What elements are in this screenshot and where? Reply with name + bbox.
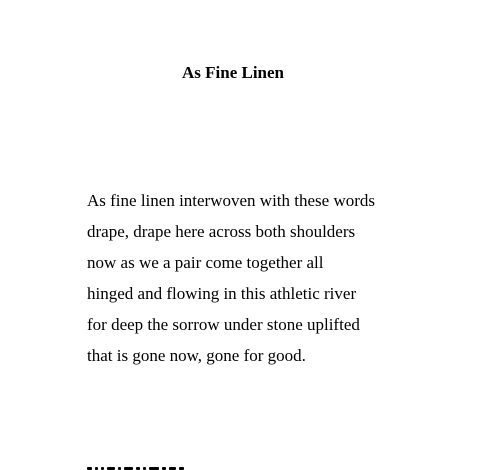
poem-line: now as we a pair come together all	[87, 253, 324, 272]
poem-title: As Fine Linen	[181, 63, 285, 82]
poem-stanza	[87, 185, 477, 371]
poem-line: hinged and flowing in this athletic river	[87, 284, 357, 303]
poem-line: for deep the sorrow under stone uplifted	[87, 315, 360, 334]
cut-off-text-fragment	[87, 460, 287, 470]
poem-line: drape, drape here across both shoulders	[87, 222, 356, 241]
poem-line: that is gone now, gone for good.	[87, 346, 306, 365]
poem-line: As fine linen interwoven with these words	[87, 191, 375, 210]
